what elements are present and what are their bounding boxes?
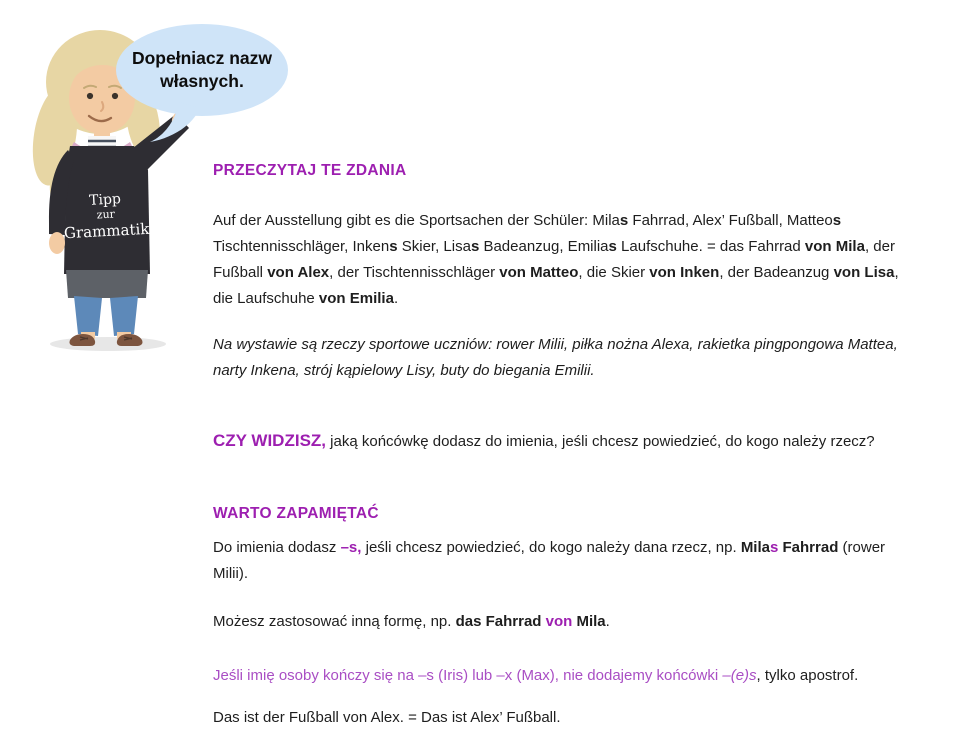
text-segment: Jeśli imię osoby kończy się na –s (Iris) lub –x (Max), nie dodajemy końcówki — [213, 667, 723, 684]
speech-bubble — [116, 24, 288, 116]
czy-widzisz-label: CZY WIDZISZ, — [213, 431, 327, 450]
speech-bubble-text: Dopełniacz nazw własnych. — [131, 48, 273, 91]
sweater-text-line2: zur — [96, 207, 116, 222]
text-segment: Fahrrad, Alex’ Fußball, Matteo — [628, 212, 833, 229]
rule-apostrophe — [213, 663, 907, 689]
text-segment: –(e)s — [722, 667, 757, 684]
text-segment: von Emilia — [318, 290, 394, 307]
text-segment: von Mila — [804, 238, 865, 255]
text-segment: Mila — [572, 613, 606, 630]
mascot-shirt-hem — [66, 270, 148, 298]
text-segment: von Alex — [267, 264, 330, 281]
text-segment: , die Skier — [578, 264, 650, 281]
section-title-przeczytaj: PRZECZYTAJ TE ZDANIA — [213, 162, 407, 179]
example-sentence: Das ist der Fußball von Alex. = Das ist Alex’ Fußball. — [213, 709, 561, 726]
text-segment: von — [545, 613, 573, 630]
text-segment: , tylko apostrof. — [756, 667, 859, 684]
text-segment: , die Laufschuhe — [213, 264, 899, 307]
text-segment: s — [619, 212, 629, 229]
text-segment: s — [470, 238, 480, 255]
text-segment: , der Tischtennisschläger — [329, 264, 500, 281]
sweater-text-line3: Grammatik — [63, 219, 150, 243]
text-segment: Fahrrad — [778, 539, 839, 556]
text-segment: , der Badeanzug — [719, 264, 834, 281]
text-segment: von Matteo — [499, 264, 579, 281]
text-segment: s — [770, 539, 779, 556]
paragraph-german-examples — [213, 208, 907, 312]
text-segment: . — [605, 613, 610, 630]
text-segment: . — [393, 290, 399, 307]
text-segment: jeśli chcesz powiedzieć, do kogo należy dana rzecz, np. — [361, 539, 741, 556]
section-title-warto: WARTO ZAPAMIĘTAĆ — [213, 505, 379, 522]
czy-widzisz-question — [213, 428, 907, 455]
text-segment: (rower Milii). — [213, 539, 886, 582]
text-segment: von Inken — [649, 264, 720, 281]
text-segment: s — [832, 212, 842, 229]
text-segment: das Fahrrad — [455, 613, 546, 630]
text-segment: Skier, Lisa — [397, 238, 471, 255]
text-segment: Laufschuhe. = das Fahrrad — [616, 238, 805, 255]
text-segment: s — [389, 238, 398, 255]
text-segment: , der Fußball — [213, 238, 895, 281]
text-segment: Mila — [740, 539, 770, 556]
speech-bubble-tail — [148, 100, 202, 144]
paragraph-polish-translation: Na wystawie są rzeczy sportowe uczniów: rower Milii, piłka nożna Alexa, rakietka pingpongowa Mattea, narty Inkena, strój kąpielowy Lisy, buty do biegania Emilii. — [213, 336, 898, 379]
text-segment: Badeanzug, Emilia — [479, 238, 609, 255]
rule-add-s — [213, 535, 907, 587]
text-segment: von Lisa — [833, 264, 895, 281]
mascot-shadow — [50, 337, 166, 351]
text-segment: Możesz zastosować inną formę, np. — [213, 613, 456, 630]
czy-widzisz-text: jaką końcówkę dodasz do imienia, jeśli chcesz powiedzieć, do kogo należy rzecz? — [326, 433, 875, 450]
text-segment: –s, — [340, 539, 362, 556]
text-segment: Auf der Ausstellung gibt es die Sportsachen der Schüler: Mila — [213, 212, 620, 229]
text-segment: Tischtennisschläger, Inken — [213, 238, 390, 255]
sweater-text-line1: Tipp — [88, 191, 122, 209]
text-segment: s — [608, 238, 617, 255]
mascot-jeans — [74, 296, 138, 339]
lesson-content — [213, 162, 907, 731]
text-segment: Do imienia dodasz — [213, 539, 341, 556]
rule-von-form — [213, 609, 907, 635]
